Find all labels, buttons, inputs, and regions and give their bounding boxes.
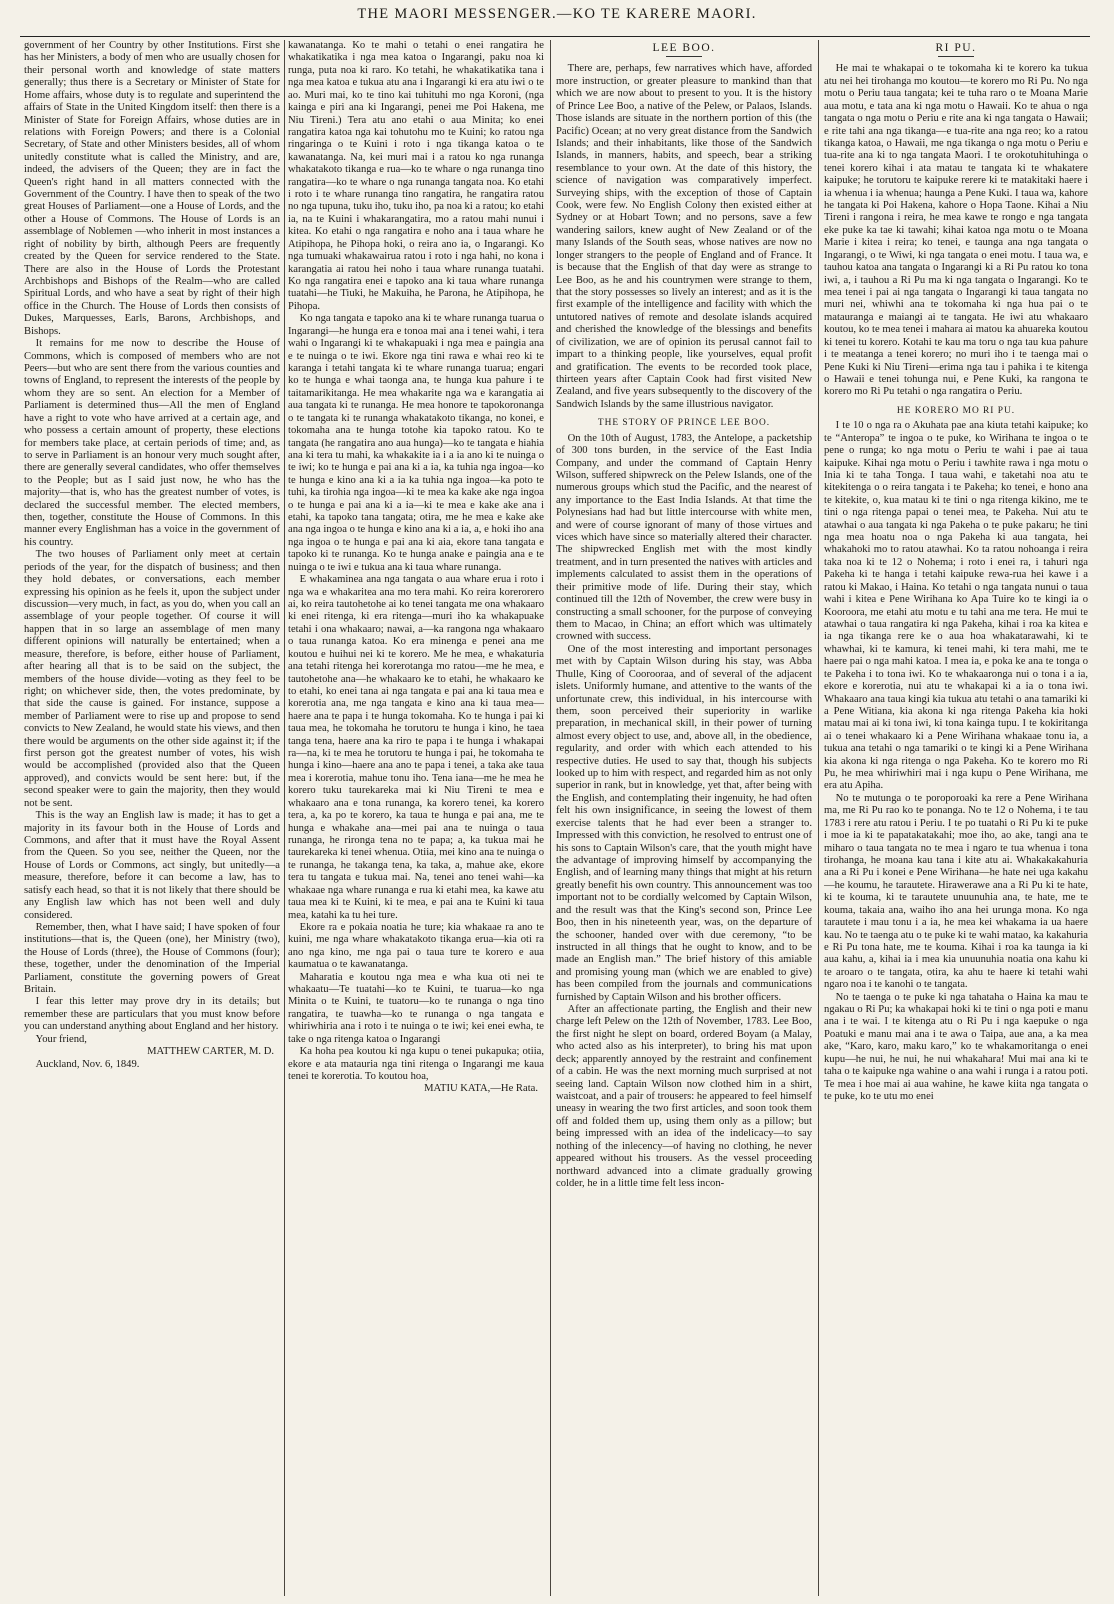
ri-pu-section-paragraph: I te 10 o nga ra o Akuhata pae ana kiuta tetahi kaipuke; ko te “Anteropa” te ingoa o te puke, ko Wirihana te ingoa o te pene o runga; ko nga motu o Periu te wahi i pae ai taua kaipuke. Kihai nga motu o Periu i tawhite rawa i nga motu o Inia ki te taha Tonga. I taua wahi, e taketahi noa atu te kitekitenga o o reira tangata i te Pakeha; ko tenei, e hono ana te kitekite, o, kua matau ki te tini o nga ritenga kikino, me te tini o nga ritenga papai o tenei mea, te Pakeha. Nui atu te atawhai o aua tangata ki nga Pakeha o te puke pakaru; he tini nga mea hoatu noa o nga Pakeha ki aua tangata, hei whakahoki mo to ratou atawhai. Ko ta ratou nohoanga i reira taka noa ki te 12 o Nohema; i roto i enei ra, i tahuri nga Pakeha ki te hanga i tetahi kaipuke rewa-rua hei kawe i a ratou ki Makao, i Haina. Ko tetahi o nga tangata nunui o taua wahi i kitea e Pene Wirihana ko Apa Tuire ko te kingi ia o Kooroora, me etahi atu motu e tu tahi ana me tera. He mui te atawhai o taua rangatira ki nga Pakeha, kihai i roa ka kitea e ia nga tikanga rere ke o aua hoa whakatarawahi, ki te whawhai, ki te kamura, ki tenei mahi, ki tera mahi, me te haere pai o nga mahi katoa. I mea ia, e poka ke ana te tonga o te Pakeha i to tona iwi. Ko te whakaaronga nui o tona i a ia, ekore e korerotia, nui atu te whakapai ki a ia o tona iwi. Whakaaro ana taua kingi kia tukua atu tetahi o ana tamariki ki a Pene Witiana, kia akona ki nga ritenga Pakeha kia hoki matau mai ai ki tona iwi, ki tona kainga tupu. I te kokiritanga ai o tenei whakaaro ki a Pene Wirihana whakaae tonu ia, a tukua ana tetahi o nga tamariki o te kingi ki a Pene Wirihana kia akona ki nga ritenga o nga Pakeha. Ko te korero mo Ri Pu, he mea whiriwhiri mai i nga kupu o Pene Wirihana, me era atu Apiha. bbox=[824, 420, 1088, 792]
ri-pu-section-paragraph: No te mutunga o te poroporoaki ka rere a Pene Wirihana ma, me Ri Pu rao ko te ponanga. No te 12 o Nohema, i te tau 1783 i rere atu ratou i Periu. I te po tuatahi o Ri Pu ki te puke i moe ia ki te papatakatakahi; moe iho, ao ake, tangi ana te miharo o taua tangata no te mea i ngaro te tua whenua i tona tirohanga, he moana kau tana i kite atu ai. Whakakakahuria ana a Ri Pu i konei e Pene Wirihana—he hate nei uga kakahu—he koumu, he tarautete. Hirawerawe ana a Ri Pu ki te hate, ki te kouma, ki te tarautete unuunuhia ana, te hate, me te kouma, takaia ana, waiho iho ana hei urunga mona. Ko nga tarautete i mau tonu i a ia, he mea kei whakama ia ua haere kau. No te taenga atu o te puke ki te wahi matao, ka kakahuria e Ri Pu tona hate, me te kouma. Kihai i roa ka taunga ia ki aua kahu, a, kihai ia i mea kia unuunuhia noatia ona kahu ki te aroaro o te tangata, otira, ka ahu te haere ki tetahi wahi ngaro noa i te kanohi o te tangata. bbox=[824, 792, 1088, 991]
ri-pu-title: RI PU. bbox=[935, 42, 977, 54]
lee-boo-story-paragraph: On the 10th of August, 1783, the Antelope, a packetship of 300 tons burden, in the service of the East India Company, and under the command of Captain Henry Wilson, suffered shipwreck on the Pelew Islands, one of the numerous groups which stud the Pacific, and the nearest of any importance to the East India Islands. At that time the Polynesians had had but little intercourse with white men, and were of course ignorant of many of those virtues and vices which have since so materially altered their character. The shipwrecked English met with the most kindly treatment, and in turn presented the natives with articles and implements calculated to assist them in the operations of their primitive mode of life. During their stay, which continued till the 12th of November, the crew were busy in constructing a small schooner, for the purpose of conveying them to Macao, in China; an effort which was ultimately crowned with success. bbox=[556, 432, 812, 643]
lee-boo-intro-paragraph: There are, perhaps, few narratives which have, afforded more instruction, or greater pleasure to mankind than that which we are now about to present to you. It is the history of Prince Lee Boo, a native of the Pelew, or Palaos, Islands. Those islands are situate in the northern portion of this (the Pacific) Ocean; at no very great distance from the Sandwich Islands; and their inhabitants, like those of the Sandwich Islands, in manners, habits, and speech, bear a striking resemblance to your own. At the date of this history, the science of navigation was comparatively imperfect. Surveying ships, with the exception of those of Captain Cook, were few. No English Colony then existed either at Sydney or at Hobart Town; and no persons, save a few wandering sailors, knew aught of New Zealand or of the many Islands of the South seas, whose natives are now no longer strangers to the people of England and of France. It is because that the English of that day were as strange to Lee Boo, as he and his countrymen were strange to them, that the story possesses so lively an interest; and as it is the first example of the intelligence and facility with which the untutored natives of remote and desolate islands acquired and cherished the knowledge of the blessings and benefits of civilization, we are of opinion its perusal cannot fail to impart to a thinking people, like yourselves, equal profit and gratification. The events to be recorded took place, thirteen years after Captain Cook had first visited New Zealand, and five years subsequently to the discovery of the Sandwich Islands by the same illustrious navigator. bbox=[556, 63, 812, 410]
letter-paragraph: The two houses of Parliament only meet at certain periods of the year, for the dispatch of business; and then they hold debates, or conversations, each member expressing his opinion as he feels it, upon the subject under discussion—very much, in fact, as you do, when you call an assemblage of your people together. Of course it will happen that in so large an assemblage of men many different opinions will naturally be entertained; when a measure, therefore, is before, either house of Parliament, after hearing all that is to be said on the subject, the members of the house divide—voting as they feel to be right; on whichever side, then, the votes predominate, by that side the cause is gained. For instance, suppose a member of Parliament were to rise up and propose to send convicts to New Zealand, he would state his views, and then there would be arguments on the other side against it; if the first person got the greatest number of votes, his wish would be accomplished (provided also that the Queen approved), and convicts would be sent here: but, if the second speaker were to gain the majority, then they would not be sent. bbox=[24, 549, 280, 809]
ri-pu-title-rule bbox=[938, 56, 974, 57]
column-maori-letter bbox=[288, 40, 544, 1598]
lee-boo-title: LEE BOO. bbox=[652, 42, 716, 54]
letter-paragraph: Remember, then, what I have said; I have spoken of four institutions—that is, the Queen (one), her Ministry (two), the House of Lords (three), the House of Commons (four); these, together, under the denomination of the Imperial Parliament, constitute the governing powers of Great Britain. bbox=[24, 921, 280, 996]
letter-paragraph: This is the way an English law is made; it has to get a majority in its favour both in the House of Lords and Commons, and after that it must have the Royal Assent from the Queen. So you see, neither the Queen, nor the House of Lords or Commons, act singly, but unitedly—a measure, therefore, before it can become a law, has to satisfy each head, so that it is not likely that there should be any English law which has not been well and duly considered. bbox=[24, 810, 280, 921]
letter-dateline: Auckland, Nov. 6, 1849. bbox=[35, 1058, 140, 1070]
column-rule-3 bbox=[818, 40, 819, 1596]
column-lee-boo bbox=[556, 40, 812, 1598]
maori-letter-paragraph: Ka hoha pea koutou ki nga kupu o tenei pukapuka; otiia, ekore e ata matauria nga tini ritenga o Ingarangi me kaua tenei te korerotia. To koutou hoa, bbox=[288, 1046, 544, 1083]
maori-letter-signature: MATIU KATA,—He Rata. bbox=[424, 1083, 538, 1095]
ri-pu-section-paragraph: No te taenga o te puke ki nga tahataha o Haina ka mau te ngakau o Ri Pu; ka whakapai hoki ki te tini o nga poti e manu ana i te wai. I te kitenga atu o Ri Pu i nga kaepuke o nga Poatuki e manu mai ana i te awa o Taipa, aue ana, a ka mea ake, “Karo, karo, maku karo,” ko te whakamoritanga o enei kupu—he nui, he nui, he nui whakahara! Mui mai ana ki te taha o te kaipuke nga wahine o ana wahi i runga i a ratou poti. Te mea i hoe mai ai aua wahine, he kawe kiita nga tangata o te puke, ko te utu mo enei bbox=[824, 991, 1088, 1103]
story-title: THE STORY OF PRINCE LEE BOO. bbox=[597, 418, 771, 429]
lee-boo-title-rule bbox=[666, 56, 702, 57]
maori-letter-paragraph: kawanatanga. Ko te mahi o tetahi o enei rangatira he whakatikatika i nga mea katoa o Ingarangi, paku noa ki runga, puta noa ki raro. Ko tetahi, he whakatikatika tana i nga mea katoa e tukua atu ana i Ingarangi ki era atu iwi o te ao. Muri mai, ko te tino kai tuhituhi mo nga Koroni, (nga kainga e piri ana ki Ingarangi, penei me Poi Hakena, me Niu Tireni.) Tera atu ano etahi o aua Minita; ko enei rangatira katoa nga kai tohutohu mo te Kuini; ko ratou nga ringaringa o te Kuini i roto i nga tikanga katoa o te kawanatanga. Na, kei muri mai i a ratou ko nga runanga whakatakoto tikanga e rua—ko te whare o nga runanga tino rangatira—ko te whare o nga runanga tangata noa. Ko etahi i roto i te whare runanga tino rangatira, he rangatira ratou no nga tupuna, tuku iho, tuku iho, pa noa ki a ratou; ko etahi ia, na te Kuini i whakarangatira, mo a ratou mahi nunui i kitea. Ko etahi o nga rangatira e noho ana i taua whare he Atipihopa, he Pihopa hoki, o reira ano ia, o Ingarangi. Ko nga tumuaki whakawairua ratou i roto i nga hahi, no kona i karangatia ai ratou hei noho i taua whare runanga tuatahi. Ko nga rangatira enei e tapoko ana ki taua whare runanga tuatahi—he Tiuki, he Makuiha, he Parona, he Atipihopa, he Pihopa. bbox=[288, 40, 544, 312]
maori-letter-paragraph: Maharatia e koutou nga mea e wha kua oti nei te whakaatu—Te tuatahi—ko te Kuini, te tuarua—ko nga Minita o te Kuini, te tuatoru—ko te runanga o nga tino rangatira, te tuawha—ko te runanga o nga tangata e whiriwhiria ana i roto i te nuinga o te iwi; kei enei ewha, te take o nga ritenga katoa o Ingarangi bbox=[288, 971, 544, 1045]
column-rule-1 bbox=[284, 40, 285, 1596]
maori-letter-paragraph: E whakaminea ana nga tangata o aua whare erua i roto i nga wa e whakaritea ana mo tera mahi. Ko reira korerorero ai, ko reira tautohetohe ai ko tenei tangata me ona whakaaro ki enei ritenga, ki era ritenga—muri iho ka whakapuake tetahi i ona whakaaro; nawai, a—ka rangona nga whakaaro o taua runanga katoa. Ko era minenga e penei ana me koutou e huihui nei ki te korero. Me he mea, e whakaturia ana tetahi ritenga hei korerotanga mo ratou—me he mea, e tautohetohe ana—he whakaaro ke to etahi, he whakaaro ke to etahi, ko enei tana ai nga tangata e pai ana ki taua mea e korerotia ana, me nga tangata e kino ana ki taua mea—haere ana te papa i te hunga tokomaha. Ko te hunga i pai ki taua mea, he tokomaha he torutoru te hunga i kino, he taea tanga tena, haere ana ka riro te papa i te hunga i whakapai ra—na, ki te mea he torutoru te hunga i pai, he tokomaha te hunga i kino—haere ana ano te papa i tenei, a taka ake taua mea i korerotia, mahue tonu iho. Tena iana—me he mea he korero tuku taurekareka mai ki Niu Tireni te mea e whakaaro ana e tona runanga, ka korero tenei, ka korero tera, a, ka po te korero, ka taua te hunga e pai ana, me te hunga e whakahe ana—mei pai ana te nuinga o taua runanga, he rironga tena no te papa; a, ka tukua mai he taurekareka ki tenei whenua. Otiia, mei kino ana te nuinga o te runanga, he takanga tena, ka taka, a, mahue ake, ekore tera tu tangata e tukua mai. Na, tenei ano tenei wahi—ka whakaae nga whare runanga e rua ki etahi mea, ka kawe atu taua mea ki te Kuini, ki te mea, e pai ana te Kuini ki taua mea, katahi ka tu hei ture. bbox=[288, 574, 544, 921]
lee-boo-story-paragraph: One of the most interesting and important personages met with by Captain Wilson during his stay, was Abba Thulle, King of Coorooraa, and of several of the adjacent islets. Uniformly humane, and attentive to the wants of the unfortunate crew, this individual, in his intercourse with them, soon perceived their superiority in warlike preparation, in mechanical skill, in their power of turning almost every object to use, and, above all, in the obedience, regularity, and order with which each attended to his respective duties. He used to say that, though his subjects looked up to him with respect, and regarded him as not only superior in rank, but in knowledge, yet that, after being with the English, and contemplating their ingenuity, he had often felt his own insignificance, in seeing the lowest of them exercise talents that he had ever been a stranger to. Impressed with this conviction, he resolved to entrust one of his sons to Captain Wilson's care, that the youth might have the advantage of improving himself by accompanying the English, and of learning many things that might at his return greatly benefit his own country. This announcement was too important not to be cordially welcomed by Captain Wilson, and the result was that the King's second son, Prince Lee Boo, then in his nineteenth year, was, on the departure of the schooner, handed over with due ceremony, “to be instructed in all things that he ought to know, and to be made an English man.” The brief history of this amiable and promising young man (which we are enabled to give) has been compiled from the journals and communications furnished by Captain Wilson and his brother officers. bbox=[556, 643, 812, 1003]
lee-boo-story-paragraph: After an affectionate parting, the English and their new charge left Pelew on the 12th of November, 1783. Lee Boo, the first night he slept on board, ordered Boyam (a Malay, who acted also as his interpreter), to bring his mat upon deck; apparently annoyed by the restraint and confinement of a cabin. He was the next morning much surprised at not seeing land. Captain Wilson now clothed him in a shirt, waistcoat, and a pair of trousers: he appeared to feel himself uneasy in wearing the two first articles, and soon took them off and folded them up, using them only as a pillow; but being impressed with an idea of the indelicacy—to say nothing of the inlecency—of having no clothing, he never appeared without his trousers. As the vessel proceeding northward advanced into a climate gradually growing colder, he in a little time felt less incon- bbox=[556, 1004, 812, 1189]
column-rule-2 bbox=[550, 40, 551, 1596]
masthead-rule bbox=[20, 36, 1090, 37]
letter-signature: MATTHEW CARTER, M. D. bbox=[147, 1046, 274, 1058]
column-english-letter bbox=[24, 40, 280, 1598]
letter-paragraph: government of her Country by other Institutions. First she has her Ministers, a body of men who are usually chosen for their personal worth and knowledge of state matters generally; thus there is a Secretary or Minister of State for Home affairs, whose duty is to regulate and superintend the affairs of State in the United Kingdom itself: then there is a Minister of State for Foreign Affairs, whose duties are in relations with Foreign Powers; and there is a Colonial Secretary, of State and other Ministers besides, all of whom unitedly constitute what is called the Ministry, and are, indeed, the advisers of the Queen; they are in fact the Queen's right hand in all matters connected with the Government of the Country. I have then to speak of the two great Houses of Parliament—one a House of Lords, and the other a House of Commons. The House of Lords is an assemblage of Noblemen —who inherit in most instances a right of nobility by birth, although Peers are frequently created by the Queen for service rendered to the State. There are also in the House of Lords the Protestant Archbishops and Bishops of the Realm—who are called Spiritual Lords, and who have a seat by right of their high office in the Church. The House of Lords then consists of Dukes, Marquesses, Earls, Barons, Archbishops, and Bishops. bbox=[24, 40, 280, 337]
ri-pu-paragraph: He mai te whakapai o te tokomaha ki te korero ka tukua atu nei hei tirohanga mo koutou—te korero mo Ri Pu. No nga motu o Periu taua tangata; kei te tuha raro o te Moana Marie aua motu, e tata ana ki nga motu o Hawaii. Ko te ahua o nga tangata o nga motu o Periu e rite ana ki nga tangata o Hawaii; e rite tahi ana nga tikanga—e tua-rite ana nga reo; ko a ratou tikanga katoa, o Hawaii, me nga tikanga o nga motu o Periu e tua-rite ana ki to nga tangata Maori. I te orokotuhituhinga o tenei korero kihai i ata matau te tangata ki te whakatere kaipuke; he torutoru te kaipuke rerere ki te matakitaki haere i ia whenua i ia whenua; haunga a Pene Kuki. I taua wa, kahore he tangata ki Poi Hakena, kahore o Hopa Taone. Kihai a Niu Tireni i rangona i reira, he mea kawe te rongo e nga tangata eke puke ka tae ki tawahi; kihai katoa nga motu o te Moana Marie i kitea i reira; ko tenei, e taunga ana nga tangata o Ingarangi, o te Wiwi, ki nga tangata o enei motu. I taua wa, e tauhou katoa ana tangata o Ingarangi ki a Ri Pu ratou ko tona iwi, a, i tauhou a Ri Pu ma ki nga tangata o Ingarangi. Ko te mea tenei i pai ai nga tangata o Ingarangi ki taua tangata no muri nei, whiwhi ana te tokomaha ki nga hua pai o te matauranga e maiangi ai te tangata. He iwi atu whakaaro koutou, ko te mea tenei i mahara ai matou ka ahuareka koutou ki tenei tu korero. Kotahi te kau ma toru o nga tau kua pahure i te meatanga a tenei korero; no muri iho i te taenga mai o Pene Kuki ki Niu Tireni—erima nga tau i pahika i te kitenga o Hawaii e tenei tohunga nui, e Pene Kuki, ka rangona te korero mo Ri Pu tetahi o nga rangatira o Periu. bbox=[824, 63, 1088, 398]
masthead-title: THE MAORI MESSENGER.—KO TE KARERE MAORI. bbox=[357, 6, 757, 22]
letter-paragraph: I fear this letter may prove dry in its details; but remember these are particulars that you must know before you can understand anything about England and her history. bbox=[24, 996, 280, 1033]
maori-letter-paragraph: Ekore ra e pokaia noatia he ture; kia whakaae ra ano te kuini, me nga whare whakatakoto tikanga erua—kia oti ra ano nga kino, me nga pai o taua ture te korero e aua kaumatua o te kawanatanga. bbox=[288, 921, 544, 971]
letter-closing: Your friend, bbox=[35, 1033, 87, 1045]
maori-letter-paragraph: Ko nga tangata e tapoko ana ki te whare runanga tuarua o Ingarangi—he hunga era e tonoa mai ana i tenei wahi, i tera wahi o Ingarangi ki te whakapuaki i nga mea e paingia ana e te nuinga o te iwi. Ekore nga tini rawa e whai reo ki te karanga i tetahi tangata ki te whare runanga tuarua; engari ko te hunga e whai taonga ana, te hunga kua pahure i te taitamarikitanga. He mea whakarite nga wa e karangatia ai aua tangata ki te runanga. He mea honore te tapokoronanga o te tangata ki te runanga whakatakoto tikanga, no konei, e tokomaha ana te hunga totohe kia tapoko ratou. Ko te tangata (he rangatira ano aua hunga)—ko te tangata e hiahia ana ki tera tu mahi, ka whakakite ia i a ia ano ki te nuinga o te iwi; ko te hunga e pai ana ki a ia, ka tuhia nga ingoa—ko te hunga e kino ana ki a ia ka tuhia nga ingoa—ka poto te tuhi, ka tirohia nga ingoa—ki te mea ka kake ake nga ingoa o te hunga e pai ana ki a ia—ki te mea e kake ake ana i etahi, ka tapoko tana tangata; otira, me he mea e kake ake ana nga ingoa o te hunga e kino ana ki a ia, a, e hoki iho ana nga ingoa o te hunga e pai ana ki aia, ekore tana tangata e tapoko ki te runanga. Ko te hunga anake e paingia ana e te nuinga o te iwi e tukua ana ki taua whare runanga. bbox=[288, 313, 544, 573]
column-ri-pu bbox=[824, 40, 1088, 1598]
ri-pu-section-title: HE KORERO MO RI PU. bbox=[896, 405, 1016, 416]
letter-paragraph: It remains for me now to describe the House of Commons, which is composed of members who are not Peers—but who are sent there from the various counties and towns of England, to represent the interests of the people by whom they are so sent. An election for a Member of Parliament is determined thus—All the men of England have a right to vote who have arrived at a certain age, and who possess a certain amount of property, these elections for members take place, at certain periods of time; and, as to serve in Parliament is an honour very much sought after, there are generally several candidates, who offer themselves to the People; but as I said just now, he who has the majority—that is, who has the greatest number of votes, is declared the successful member. The elected members, then, together, constitute the House of Commons. In this manner every Englishman has a voice in the government of his country. bbox=[24, 338, 280, 548]
